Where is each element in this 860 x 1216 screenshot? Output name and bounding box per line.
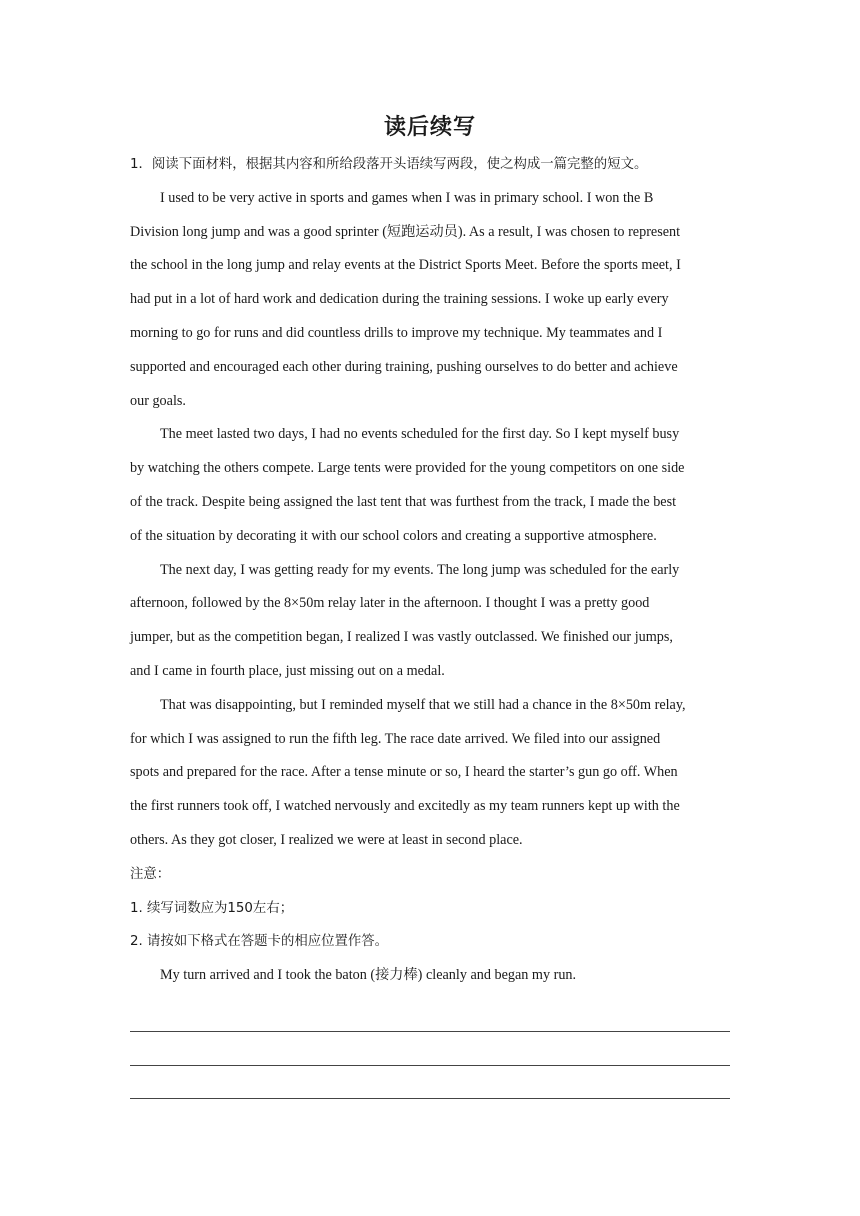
- passage: [130, 182, 730, 858]
- passage-line: I used to be very active in sports and games when I was in primary school. I won the B: [160, 189, 654, 206]
- passage-line: jumper, but as the competition began, I realized I was vastly outclassed. We finished our jumps,: [130, 629, 673, 646]
- passage-line: the school in the long jump and relay events at the District Sports Meet. Before the sports meet, I: [130, 257, 681, 274]
- passage-line: the first runners took off, I watched nervously and excitedly as my team runners kept up with the: [130, 798, 680, 815]
- passage-paragraph-3: [130, 554, 730, 689]
- task-instruction: 1．阅读下面材料，根据其内容和所给段落开头语续写两段，使之构成一篇完整的短文。: [130, 157, 648, 172]
- passage-paragraph-4: [130, 689, 730, 858]
- passage-paragraph-1: [130, 182, 730, 419]
- answer-line[interactable]: [130, 1067, 730, 1101]
- passage-line: others. As they got closer, I realized we were at least in second place.: [130, 831, 523, 848]
- answer-lines: [130, 999, 730, 1100]
- passage-line: That was disappointing, but I reminded myself that we still had a chance in the 8×50m relay,: [160, 696, 686, 713]
- passage-line: had put in a lot of hard work and dedication during the training sessions. I woke up early every: [130, 291, 669, 308]
- note-item: 2. 请按如下格式在答题卡的相应位置作答。: [130, 934, 389, 950]
- passage-line: spots and prepared for the race. After a tense minute or so, I heard the starter’s gun go off. When: [130, 764, 678, 781]
- note-item: 1. 续写词数应为150左右；: [130, 900, 294, 916]
- passage-line: The next day, I was getting ready for my events. The long jump was scheduled for the early: [160, 561, 680, 578]
- passage-line: The meet lasted two days, I had no events scheduled for the first day. So I kept myself busy: [160, 426, 680, 443]
- passage-line: of the track. Despite being assigned the last tent that was furthest from the track, I made the best: [130, 493, 677, 510]
- passage-paragraph-2: [130, 418, 730, 553]
- notes-label: 注意：: [130, 866, 171, 882]
- answer-line[interactable]: [130, 1033, 730, 1067]
- passage-line: of the situation by decorating it with our school colors and creating a supportive atmosphere.: [130, 527, 657, 544]
- passage-line: and I came in fourth place, just missing out on a medal.: [130, 662, 445, 679]
- answer-line[interactable]: [130, 999, 730, 1033]
- document-page: [130, 108, 730, 1100]
- passage-line: morning to go for runs and did countless drills to improve my technique. My teammates and I: [130, 324, 663, 341]
- passage-line: afternoon, followed by the 8×50m relay later in the afternoon. I thought I was a pretty good: [130, 595, 650, 612]
- passage-line: by watching the others compete. Large tents were provided for the young competitors on one side: [130, 460, 685, 477]
- passage-line: Division long jump and was a good sprinter (短跑运动员). As a result, I was chosen to represent: [130, 223, 681, 240]
- passage-line: for which I was assigned to run the fifth leg. The race date arrived. We filed into our assigned: [130, 730, 661, 747]
- passage-line: supported and encouraged each other during training, pushing ourselves to do better and achieve: [130, 358, 678, 375]
- page-title: 读后续写: [383, 115, 476, 140]
- passage-line: our goals.: [130, 392, 186, 409]
- continuation-start: My turn arrived and I took the baton (接力棒) cleanly and began my run.: [160, 967, 577, 984]
